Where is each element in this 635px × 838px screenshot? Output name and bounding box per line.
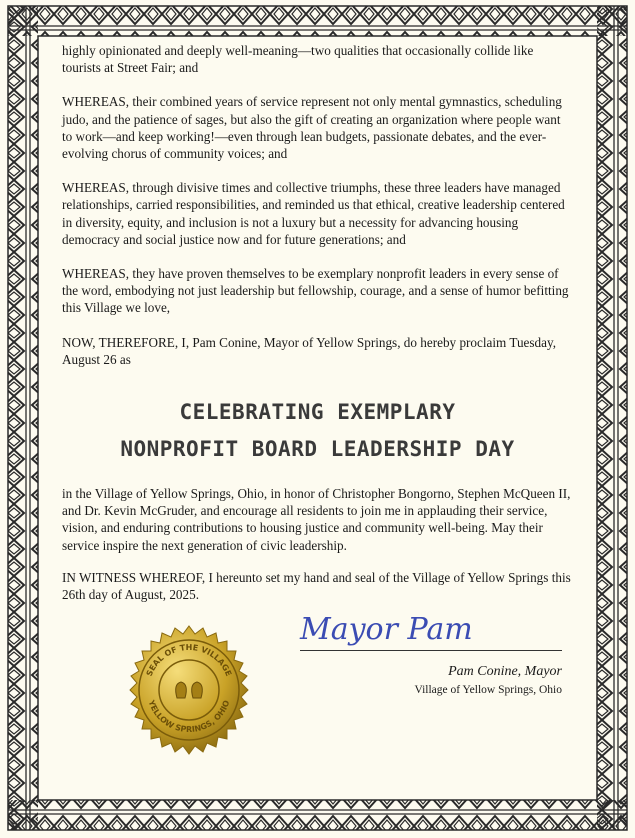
seal-top-text: SEAL OF THE VILLAGE <box>144 642 234 678</box>
signatory-title: Village of Yellow Springs, Ohio <box>414 684 562 696</box>
signature-line <box>300 650 562 651</box>
paragraph-continuation: highly opinionated and deeply well-meaning—two qualities that occasionally collide like tourists at Street Fair; and <box>62 43 534 76</box>
paragraph-whereas-2: WHEREAS, through divisive times and collective triumphs, these three leaders have managed relationships, carried responsibilities, and reminded us that ethical, creative leadership centered in diversity, equity, and inclusion is not a luxury but a necessity for advancing housing democracy and social justice now and for future generations; and <box>62 180 565 247</box>
proclamation-title-line-2: NONPROFIT BOARD LEADERSHIP DAY <box>120 437 515 461</box>
proclamation-body-top <box>62 42 572 385</box>
paragraph-whereas-3: WHEREAS, they have proven themselves to be exemplary nonprofit leaders in every sense of the word, embodying not just leadership but fellowship, courage, and a sense of humor befitting this Village we love, <box>62 266 569 316</box>
paragraph-whereas-1: WHEREAS, their combined years of service represent not only mental gymnastics, scheduling judo, and the patience of sages, but also the gift of creating an organization where people want to work—and keep working!—even through lean budgets, passionate debates, and the ever-evolving chorus of community voices; and <box>62 94 562 162</box>
seal-bottom-text: YELLOW SPRINGS, OHIO <box>146 699 232 735</box>
paragraph-witness: IN WITNESS WHEREOF, I hereunto set my hand and seal of the Village of Yellow Springs this 26th day of August, 2025. <box>62 569 571 603</box>
paragraph-honorees: in the Village of Yellow Springs, Ohio, in honor of Christopher Bongorno, Stephen McQueen II, and Dr. Kevin McGruder, and encourage all residents to join me in applauding their service, vision, and enduring contributions to housing justice and community well-being. May their service inspire the next generation of civic leadership. <box>62 486 571 553</box>
signature-script: Mayor Pam <box>300 612 473 647</box>
village-seal-icon <box>123 624 255 756</box>
paragraph-therefore: NOW, THEREFORE, I, Pam Conine, Mayor of Yellow Springs, do hereby proclaim Tuesday, August 26 as <box>62 334 557 367</box>
signatory-name: Pam Conine, Mayor <box>448 664 562 679</box>
proclamation-body-bottom <box>62 485 572 618</box>
proclamation-title-line-1: CELEBRATING EXEMPLARY <box>179 400 456 424</box>
